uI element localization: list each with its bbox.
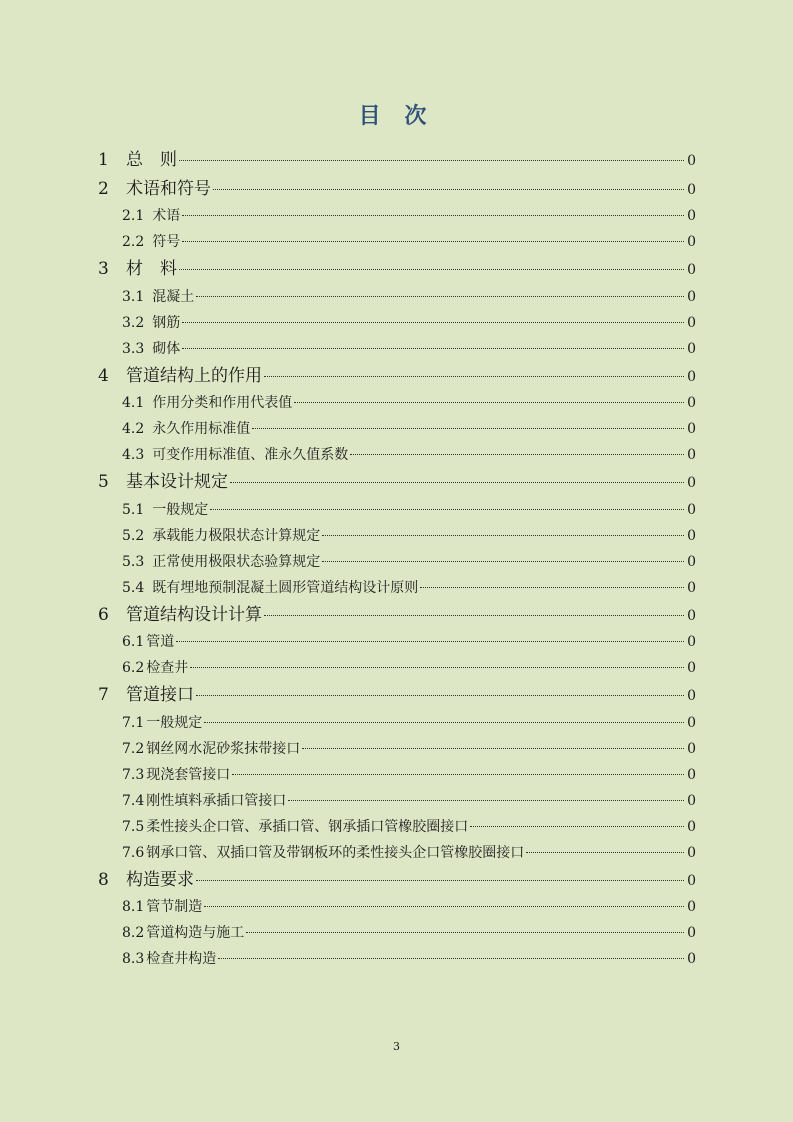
toc-label: 砌体 xyxy=(152,340,181,357)
dot-leader xyxy=(232,774,684,775)
toc-section-row[interactable] xyxy=(96,549,696,575)
toc-label: 钢筋 xyxy=(152,314,181,331)
toc-number: 6 xyxy=(98,604,109,625)
dot-leader xyxy=(179,269,684,270)
toc-number: 5 xyxy=(98,472,109,492)
dot-leader xyxy=(230,482,684,483)
toc-label: 永久作用标准值 xyxy=(152,421,251,437)
toc-number: 8.2 xyxy=(122,925,145,941)
toc-number: 3.3 xyxy=(122,340,145,357)
toc-number: 7.6 xyxy=(122,844,145,861)
toc-page-number: 0 xyxy=(687,314,696,331)
toc-label: 承载能力极限状态计算规定 xyxy=(152,527,321,544)
toc-number: 8.3 xyxy=(122,951,145,967)
toc-page-number: 0 xyxy=(687,153,696,169)
dot-leader xyxy=(526,852,684,853)
toc-number: 7.4 xyxy=(122,792,145,809)
dot-leader xyxy=(246,932,684,933)
toc-section-row[interactable] xyxy=(96,390,696,416)
toc-page-number: 0 xyxy=(687,872,696,889)
toc-section-row[interactable] xyxy=(96,840,696,866)
toc-section-row[interactable] xyxy=(96,894,696,920)
toc-label: 构造要求 xyxy=(126,869,194,890)
toc-section-row[interactable] xyxy=(96,336,696,362)
toc-page-number: 0 xyxy=(687,501,696,518)
toc-page-number: 0 xyxy=(687,447,696,463)
toc-chapter-row[interactable] xyxy=(96,601,696,630)
toc-number: 4 xyxy=(98,365,109,386)
dot-leader xyxy=(218,958,684,959)
toc-section-row[interactable] xyxy=(96,788,696,814)
toc-label: 混凝土 xyxy=(152,288,195,305)
dot-leader xyxy=(190,667,684,668)
toc-page-number: 0 xyxy=(687,740,696,757)
toc-page-number: 0 xyxy=(687,527,696,544)
toc-label: 术语和符号 xyxy=(126,178,211,199)
toc-page-number: 0 xyxy=(687,844,696,861)
toc-number: 5.4 xyxy=(122,579,145,596)
dot-leader xyxy=(288,800,684,801)
dot-leader xyxy=(204,906,684,907)
toc-page-number: 0 xyxy=(687,792,696,809)
toc-chapter-row[interactable] xyxy=(96,468,696,497)
toc-page-number: 0 xyxy=(687,688,696,704)
toc-section-row[interactable] xyxy=(96,575,696,601)
toc-page-number: 0 xyxy=(687,181,696,198)
dot-leader xyxy=(182,322,684,323)
toc-page-number: 0 xyxy=(687,634,696,650)
dot-leader xyxy=(213,189,684,190)
toc-label: 基本设计规定 xyxy=(126,472,228,492)
dot-leader xyxy=(252,428,684,429)
toc-number: 7.2 xyxy=(122,740,145,757)
toc-chapter-row[interactable] xyxy=(96,362,696,391)
toc-page-number: 0 xyxy=(687,714,696,731)
toc-label: 钢承口管、双插口管及带钢板环的柔性接头企口管橡胶圈接口 xyxy=(146,844,525,861)
toc-label: 刚性填料承插口管接口 xyxy=(146,792,287,809)
dot-leader xyxy=(182,348,684,349)
dot-leader xyxy=(196,880,684,881)
dot-leader xyxy=(302,748,684,749)
toc-section-row[interactable] xyxy=(96,310,696,336)
toc-page-number: 0 xyxy=(687,475,696,491)
toc-number: 2.2 xyxy=(122,234,145,250)
toc-page-number: 0 xyxy=(687,395,696,411)
toc-section-row[interactable] xyxy=(96,284,696,310)
toc-number: 6.2 xyxy=(122,660,145,676)
toc-number: 7.3 xyxy=(122,766,145,783)
toc-number: 2.1 xyxy=(122,208,145,224)
toc-page-number: 0 xyxy=(687,421,696,437)
toc-label: 管道构造与施工 xyxy=(146,925,245,941)
table-of-contents xyxy=(96,146,696,972)
toc-label: 作用分类和作用代表值 xyxy=(152,395,293,411)
toc-section-row[interactable] xyxy=(96,946,696,972)
toc-label: 管道结构上的作用 xyxy=(126,365,262,386)
dot-leader xyxy=(294,402,684,403)
toc-page-number: 0 xyxy=(687,925,696,941)
toc-section-row[interactable] xyxy=(96,629,696,655)
toc-label: 一般规定 xyxy=(152,501,209,518)
toc-section-row[interactable] xyxy=(96,229,696,255)
toc-label: 材 料 xyxy=(126,259,177,279)
toc-label: 正常使用极限状态验算规定 xyxy=(152,553,321,570)
toc-section-row[interactable] xyxy=(96,710,696,736)
toc-label: 柔性接头企口管、承插口管、钢承插口管橡胶圈接口 xyxy=(146,818,469,835)
toc-page-number: 0 xyxy=(687,818,696,835)
toc-page-number: 0 xyxy=(687,262,696,278)
toc-chapter-row[interactable] xyxy=(96,681,696,710)
toc-label: 检查井 xyxy=(146,660,189,676)
toc-section-row[interactable] xyxy=(96,920,696,946)
toc-section-row[interactable] xyxy=(96,814,696,840)
toc-label: 一般规定 xyxy=(146,714,203,731)
toc-label: 术语 xyxy=(152,208,181,224)
toc-page-number: 0 xyxy=(687,288,696,305)
toc-section-row[interactable] xyxy=(96,442,696,468)
toc-number: 7.5 xyxy=(122,818,145,835)
toc-label: 符号 xyxy=(152,234,181,250)
toc-section-row[interactable] xyxy=(96,736,696,762)
toc-page-number: 0 xyxy=(687,951,696,967)
toc-number: 5.3 xyxy=(122,553,145,570)
dot-leader xyxy=(322,561,684,562)
dot-leader xyxy=(182,215,684,216)
toc-number: 4.3 xyxy=(122,447,145,463)
toc-number: 4.1 xyxy=(122,395,145,411)
toc-label: 既有埋地预制混凝土圆形管道结构设计原则 xyxy=(152,579,419,596)
dot-leader xyxy=(210,509,684,510)
dot-leader xyxy=(196,695,684,696)
toc-page-number: 0 xyxy=(687,660,696,676)
toc-page-number: 0 xyxy=(687,766,696,783)
toc-label: 管节制造 xyxy=(146,899,203,915)
toc-number: 3.1 xyxy=(122,288,145,305)
toc-label: 管道结构设计计算 xyxy=(126,604,262,625)
toc-number: 5.1 xyxy=(122,501,145,518)
toc-label: 现浇套管接口 xyxy=(146,766,231,783)
toc-page-number: 0 xyxy=(687,579,696,596)
toc-label: 可变作用标准值、准永久值系数 xyxy=(152,447,349,463)
toc-label: 总 则 xyxy=(126,150,177,170)
toc-number: 5.2 xyxy=(122,527,145,544)
toc-section-row[interactable] xyxy=(96,655,696,681)
toc-page-number: 0 xyxy=(687,553,696,570)
dot-leader xyxy=(176,641,684,642)
toc-number: 3.2 xyxy=(122,314,145,331)
toc-label: 管道接口 xyxy=(126,685,194,705)
toc-number: 3 xyxy=(98,259,109,279)
toc-number: 7.1 xyxy=(122,714,145,731)
dot-leader xyxy=(420,587,684,588)
toc-number: 8 xyxy=(98,869,109,890)
toc-number: 7 xyxy=(98,685,109,705)
toc-number: 4.2 xyxy=(122,421,145,437)
dot-leader xyxy=(322,535,684,536)
dot-leader xyxy=(196,296,684,297)
toc-page-number: 0 xyxy=(687,234,696,250)
toc-section-row[interactable] xyxy=(96,523,696,549)
toc-section-row[interactable] xyxy=(96,203,696,229)
dot-leader xyxy=(350,454,684,455)
toc-label: 检查井构造 xyxy=(146,951,217,967)
toc-number: 8.1 xyxy=(122,899,145,915)
toc-chapter-row[interactable] xyxy=(96,146,696,175)
dot-leader xyxy=(264,376,684,377)
page-number: 3 xyxy=(393,1040,400,1053)
toc-number: 2 xyxy=(98,178,109,199)
toc-page-number: 0 xyxy=(687,368,696,385)
toc-chapter-row[interactable] xyxy=(96,175,696,204)
toc-chapter-row[interactable] xyxy=(96,255,696,284)
toc-chapter-row[interactable] xyxy=(96,866,696,895)
dot-leader xyxy=(182,241,684,242)
dot-leader xyxy=(264,615,684,616)
toc-label: 钢丝网水泥砂浆抹带接口 xyxy=(146,740,301,757)
dot-leader xyxy=(204,722,684,723)
toc-section-row[interactable] xyxy=(96,762,696,788)
dot-leader xyxy=(179,160,684,161)
toc-number: 1 xyxy=(98,150,109,170)
toc-page-number: 0 xyxy=(687,899,696,915)
toc-title: 目 次 xyxy=(358,103,435,129)
toc-page-number: 0 xyxy=(687,340,696,357)
toc-section-row[interactable] xyxy=(96,497,696,523)
toc-label: 管道 xyxy=(146,634,175,650)
toc-page-number: 0 xyxy=(687,607,696,624)
toc-number: 6.1 xyxy=(122,634,145,650)
toc-page-number: 0 xyxy=(687,208,696,224)
dot-leader xyxy=(470,826,684,827)
toc-section-row[interactable] xyxy=(96,416,696,442)
